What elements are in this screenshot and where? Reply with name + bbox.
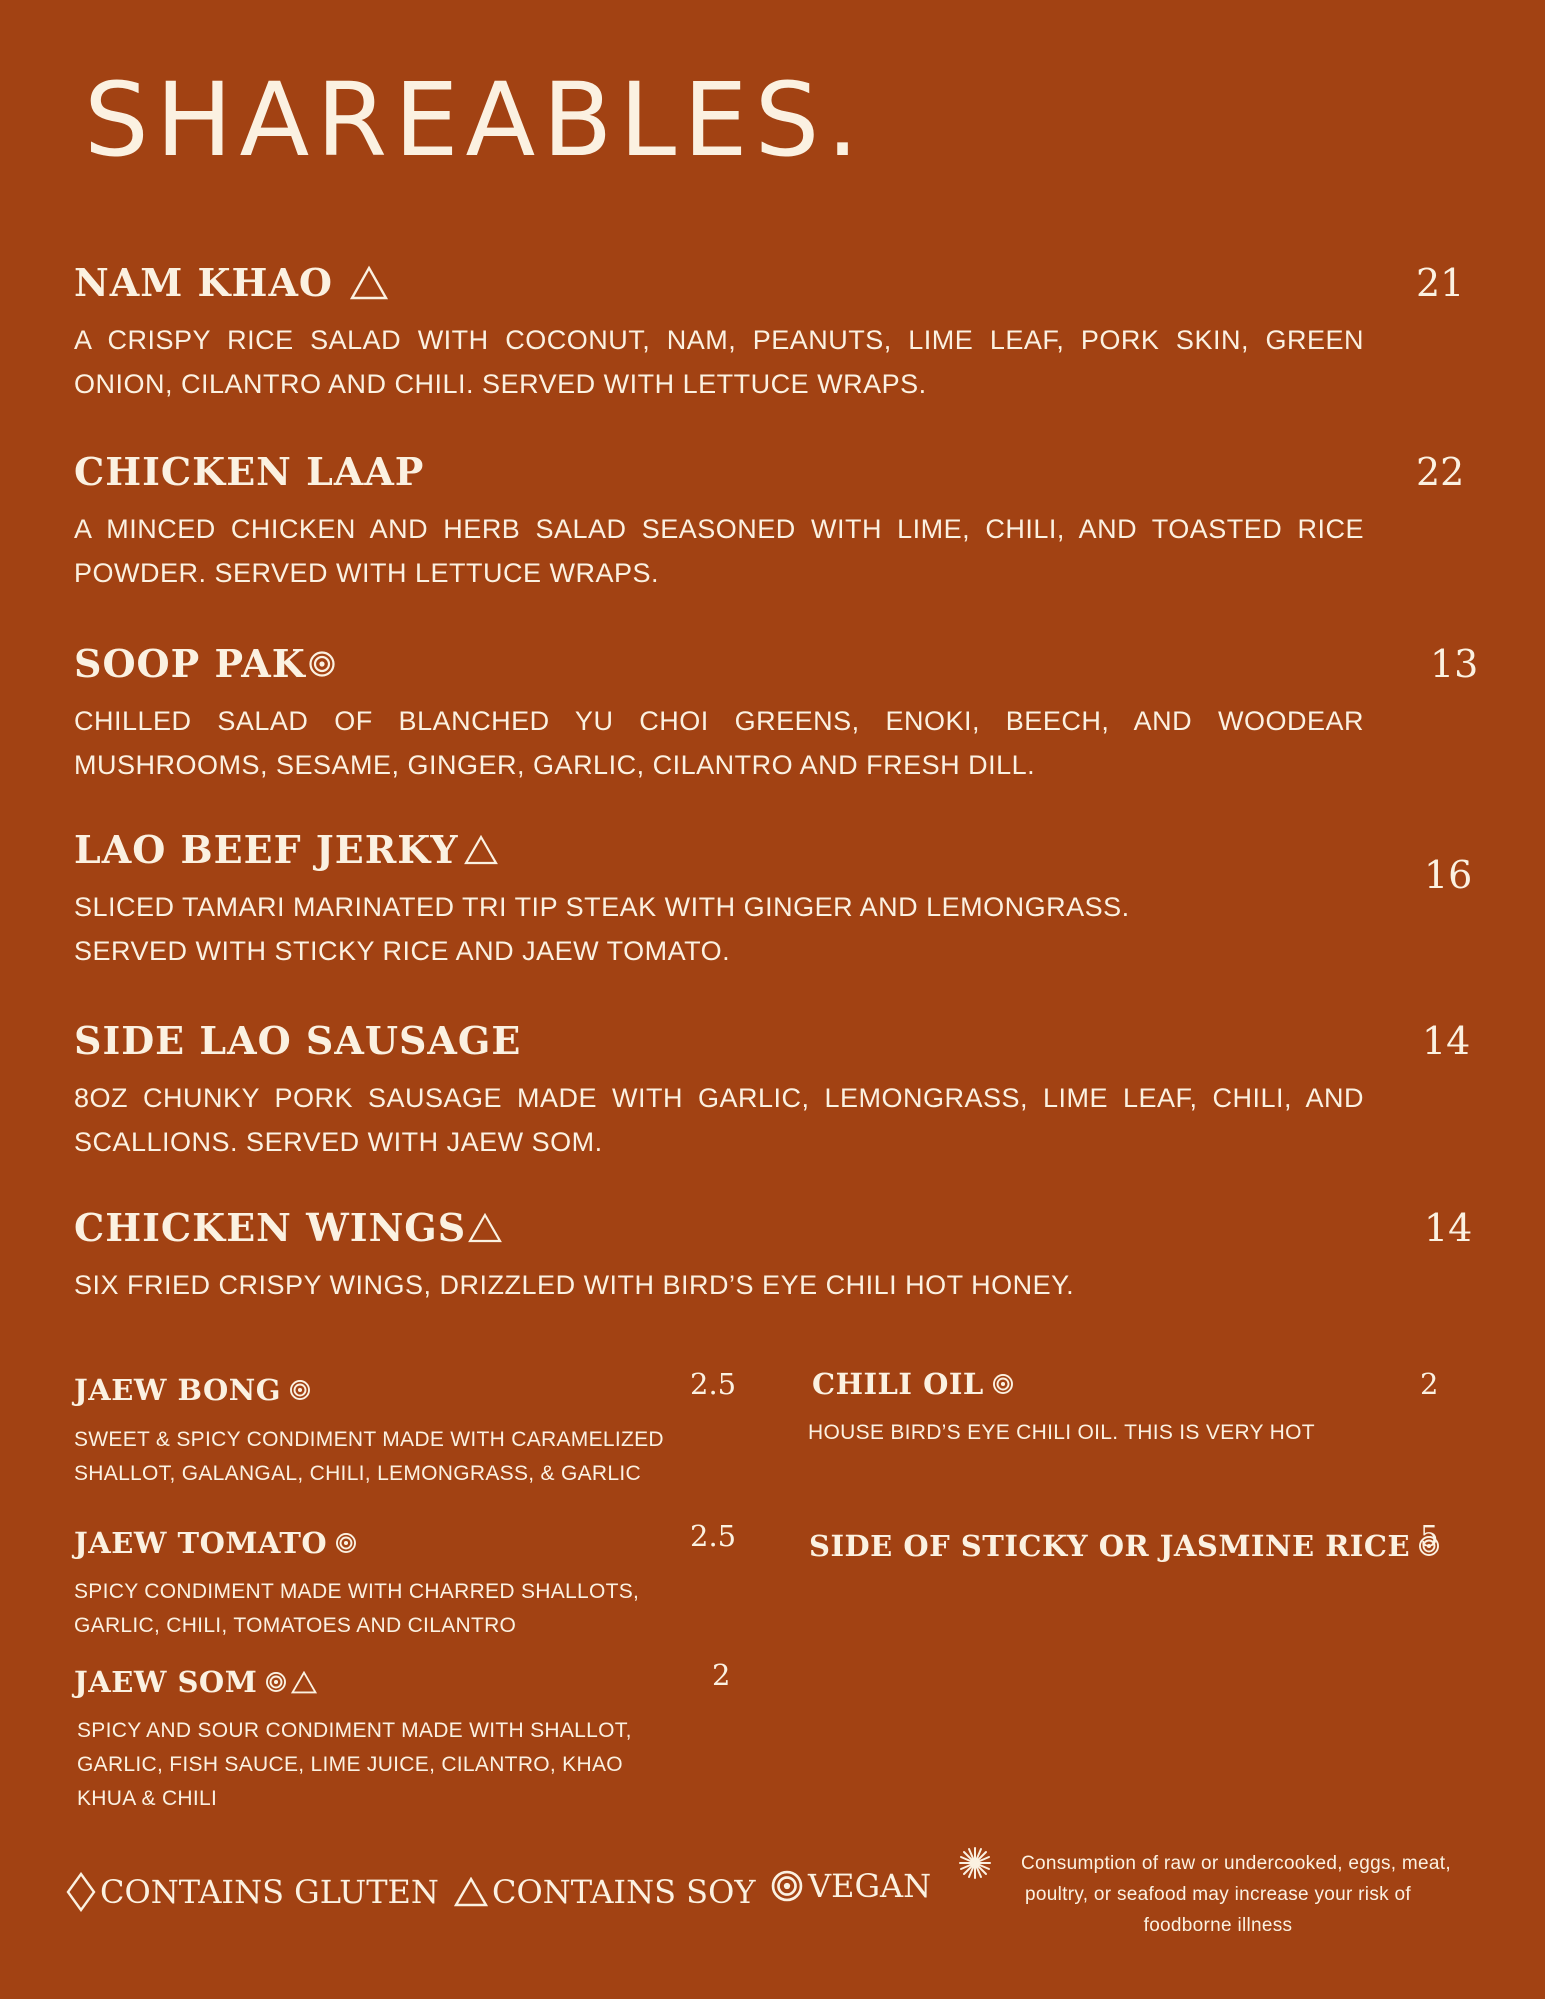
side-description-line: SWEET & SPICY CONDIMENT MADE WITH CARAMELIZED bbox=[74, 1428, 664, 1451]
side-description-line: KHUA & CHILI bbox=[77, 1787, 218, 1810]
item-description-line: SLICED TAMARI MARINATED TRI TIP STEAK WITH GINGER AND LEMONGRASS. bbox=[74, 892, 1130, 922]
item-price: 14 bbox=[1422, 1019, 1471, 1063]
soy-triangle-icon bbox=[454, 1877, 488, 1907]
legend-label: CONTAINS GLUTEN bbox=[100, 1873, 439, 1911]
item-name: CHICKEN LAAP bbox=[74, 449, 425, 494]
menu-item-chicken-wings bbox=[74, 1203, 1364, 1307]
item-description: CHILLED SALAD OF BLANCHED YU CHOI GREENS, ENOKI, BEECH, AND WOODEAR MUSHROOMS, SESAME, GINGER, GARLIC, CILANTRO AND FRESH DILL. bbox=[74, 706, 1364, 780]
side-item-rice bbox=[809, 1526, 1440, 1566]
side-item-chili-oil bbox=[812, 1364, 1014, 1404]
legend-gluten bbox=[66, 1868, 439, 1916]
side-description-line: SPICY AND SOUR CONDIMENT MADE WITH SHALLOT, bbox=[77, 1719, 632, 1742]
vegan-spiral-icon bbox=[265, 1671, 287, 1693]
legend-label: CONTAINS SOY bbox=[492, 1873, 756, 1911]
vegan-spiral-icon bbox=[335, 1532, 357, 1554]
side-description-line: GARLIC, CHILI, TOMATOES AND CILANTRO bbox=[74, 1614, 517, 1637]
gluten-diamond-icon bbox=[66, 1872, 96, 1912]
vegan-spiral-icon bbox=[992, 1373, 1014, 1395]
menu-item-side-lao-sausage bbox=[74, 1016, 1364, 1164]
side-name: JAEW SOM bbox=[74, 1665, 258, 1699]
side-price: 5 bbox=[1420, 1519, 1439, 1553]
side-item-jaew-bong bbox=[74, 1370, 311, 1410]
side-description-line: SPICY CONDIMENT MADE WITH CHARRED SHALLOTS, bbox=[74, 1580, 640, 1603]
item-price: 22 bbox=[1416, 450, 1465, 494]
side-price: 2.5 bbox=[690, 1519, 737, 1553]
vegan-spiral-icon bbox=[289, 1379, 311, 1401]
menu-item-lao-beef-jerky bbox=[74, 825, 1364, 973]
side-item-jaew-som bbox=[74, 1662, 317, 1702]
item-name: SOOP PAK bbox=[74, 641, 306, 686]
item-name: LAO BEEF JERKY bbox=[74, 827, 459, 872]
item-description: 8OZ CHUNKY PORK SAUSAGE MADE WITH GARLIC, LEMONGRASS, LIME LEAF, CHILI, AND SCALLIONS. SERVED WITH JAEW SOM. bbox=[74, 1083, 1364, 1157]
side-description: HOUSE BIRD’S EYE CHILI OIL. THIS IS VERY HOT bbox=[808, 1421, 1315, 1444]
notice-line: poultry, or seafood may increase your risk of bbox=[1025, 1884, 1411, 1905]
side-price: 2 bbox=[712, 1658, 731, 1692]
side-price: 2.5 bbox=[690, 1367, 737, 1401]
item-price: 13 bbox=[1430, 642, 1479, 686]
soy-triangle-icon bbox=[464, 835, 498, 865]
side-name: JAEW BONG bbox=[74, 1373, 282, 1407]
soy-triangle-icon bbox=[468, 1213, 502, 1243]
notice-line: Consumption of raw or undercooked, eggs, meat, bbox=[1021, 1853, 1451, 1874]
item-name: NAM KHAO bbox=[74, 260, 334, 305]
legend-vegan bbox=[770, 1862, 931, 1910]
menu-item-soop-pak bbox=[74, 639, 1364, 787]
soy-triangle-icon bbox=[349, 265, 389, 301]
vegan-spiral-icon bbox=[308, 650, 336, 678]
item-description: SIX FRIED CRISPY WINGS, DRIZZLED WITH BIRD’S EYE CHILI HOT HONEY. bbox=[74, 1270, 1075, 1300]
soy-triangle-icon bbox=[291, 1671, 317, 1694]
item-name: SIDE LAO SAUSAGE bbox=[74, 1018, 522, 1063]
side-description-line: GARLIC, FISH SAUCE, LIME JUICE, CILANTRO, KHAO bbox=[77, 1753, 623, 1776]
menu-item-chicken-laap bbox=[74, 447, 1364, 595]
side-price: 2 bbox=[1420, 1367, 1439, 1401]
legend-soy bbox=[454, 1868, 755, 1916]
item-price: 16 bbox=[1424, 853, 1473, 897]
side-name: CHILI OIL bbox=[812, 1367, 984, 1401]
side-description-line: SHALLOT, GALANGAL, CHILI, LEMONGRASS, & GARLIC bbox=[74, 1462, 641, 1485]
item-price: 21 bbox=[1416, 261, 1465, 305]
item-description-line: SERVED WITH STICKY RICE AND JAEW TOMATO. bbox=[74, 936, 731, 966]
menu-item-nam-khao bbox=[74, 258, 1364, 406]
side-name: JAEW TOMATO bbox=[74, 1526, 328, 1560]
item-name: CHICKEN WINGS bbox=[74, 1205, 467, 1250]
item-description: A MINCED CHICKEN AND HERB SALAD SEASONED WITH LIME, CHILI, AND TOASTED RICE POWDER. SERVED WITH LETTUCE WRAPS. bbox=[74, 514, 1364, 588]
notice-line: foodborne illness bbox=[1143, 1915, 1293, 1936]
item-price: 14 bbox=[1424, 1206, 1473, 1250]
item-description: A CRISPY RICE SALAD WITH COCONUT, NAM, PEANUTS, LIME LEAF, PORK SKIN, GREEN ONION, CILANTRO AND CHILI. SERVED WITH LETTUCE WRAPS. bbox=[74, 325, 1364, 399]
side-name: SIDE OF STICKY OR JASMINE RICE bbox=[809, 1529, 1411, 1563]
legend-label: VEGAN bbox=[808, 1867, 932, 1905]
side-item-jaew-tomato bbox=[74, 1523, 357, 1563]
vegan-spiral-icon bbox=[770, 1869, 804, 1903]
page-title: SHAREABLES. bbox=[84, 61, 866, 180]
health-notice bbox=[958, 1848, 1478, 1941]
